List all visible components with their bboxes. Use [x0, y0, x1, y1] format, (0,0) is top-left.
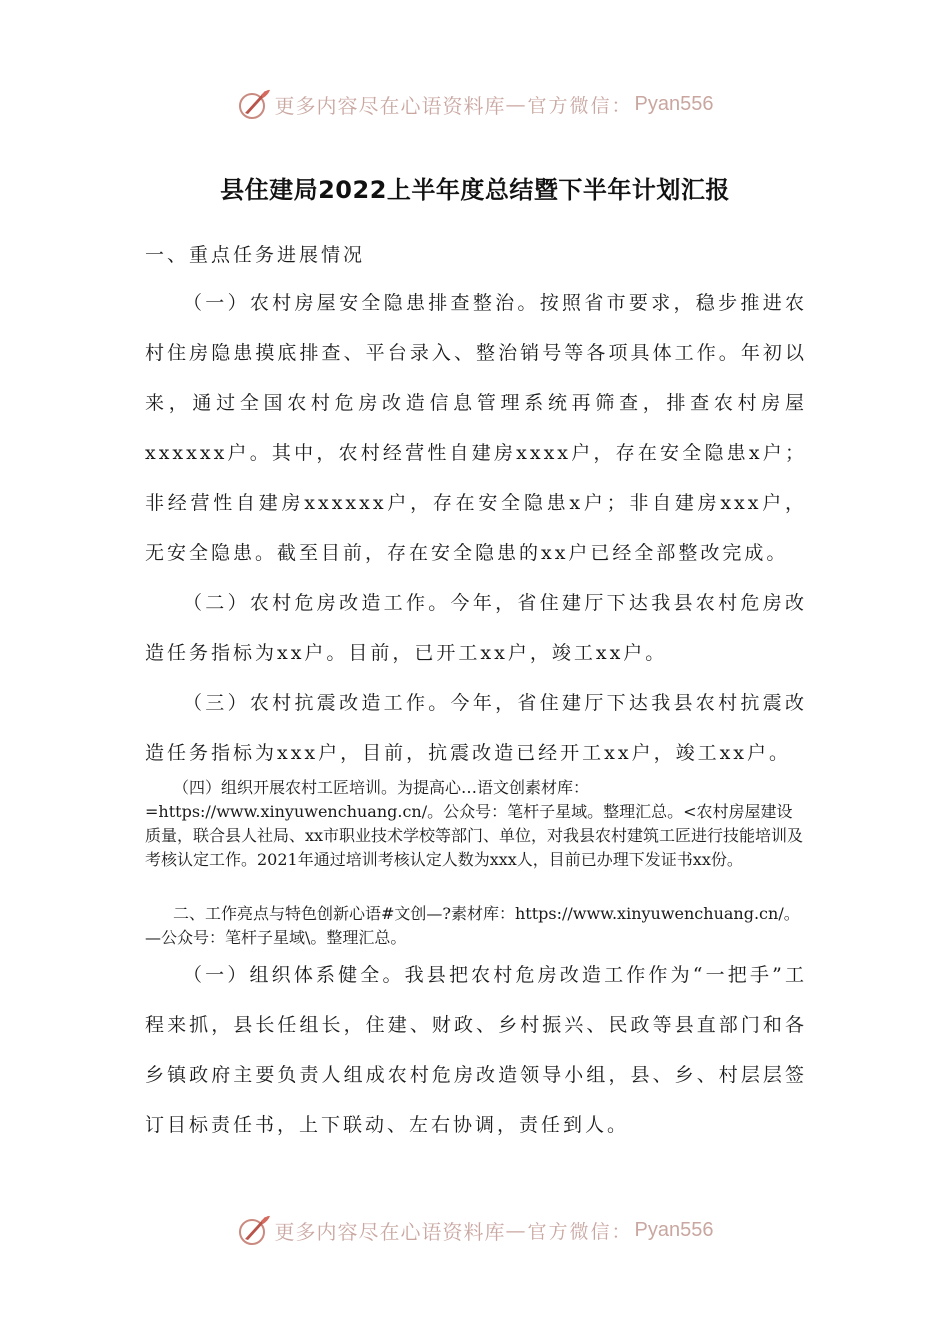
paragraph-4: （四）组织开展农村工匠培训。为提高心…语文创素材库：=https://www.xinyuwenchuang.cn/。公众号：笔杆子星域。整理汇总。<农村房屋建设质量，联合县人社局、xx市职业技术学校等部门、单位，对我县农村建筑工匠进行技能培训及考核认定工作。2021年通过培训考核认定人数为xxx人，目前已办理下发证书xx份。 [145, 778, 804, 869]
section-heading-1: 一、重点任务进展情况 [145, 244, 366, 266]
document-title: 县住建局2022上半年度总结暨下半年计划汇报 [220, 176, 730, 204]
section-heading-2: 二、工作亮点与特色创新心语#文创—?素材库：https://www.xinyuwenchuang.cn/。—公众号：笔杆子星域\。整理汇总。 [145, 904, 800, 947]
watermark-wechat-label: 官方微信： [527, 94, 633, 117]
paragraph-5: （一）组织体系健全。我县把农村危房改造工作作为“一把手”工程来抓，县长任组长，住建、财政、乡村振兴、民政等县直部门和各乡镇政府主要负责人组成农村危房改造领导小组，县、乡、村层层签订目标责任书，上下联动、左右协调，责任到人。 [145, 964, 807, 1136]
paragraph-1: （一）农村房屋安全隐患排查整治。按照省市要求，稳步推进农村住房隐患摸底排查、平台录入、整治销号等各项具体工作。年初以来，通过全国农村危房改造信息管理系统再筛查，排查农村房屋xxxxxx户。其中，农村经营性自建房xxxx户，存在安全隐患x户；非经营性自建房xxxxxx户，存在安全隐患x户；非自建房xxx户，无安全隐患。截至目前，存在安全隐患的xx户已经全部整改完成。 [145, 292, 807, 564]
watermark-text: 更多内容尽在心语资料库 [274, 93, 506, 118]
watermark-wechat-label: 官方微信： [527, 1220, 633, 1243]
watermark-dash: — [505, 1218, 526, 1242]
watermark-dash: — [505, 92, 526, 116]
watermark-banner-top [0, 84, 950, 124]
watermark-wechat-id: Pyan556 [634, 92, 714, 115]
quill-pen-logo-icon [237, 87, 271, 121]
paragraph-2: （二）农村危房改造工作。今年，省住建厅下达我县农村危房改造任务指标为xx户。目前，已开工xx户，竣工xx户。 [145, 592, 807, 664]
watermark-wechat-id: Pyan556 [634, 1218, 714, 1241]
watermark-text: 更多内容尽在心语资料库 [274, 1219, 506, 1244]
quill-pen-logo-icon [237, 1213, 271, 1247]
watermark-banner-bottom [0, 1210, 950, 1250]
paragraph-3: （三）农村抗震改造工作。今年，省住建厅下达我县农村抗震改造任务指标为xxx户，目前，抗震改造已经开工xx户，竣工xx户。 [145, 692, 807, 764]
